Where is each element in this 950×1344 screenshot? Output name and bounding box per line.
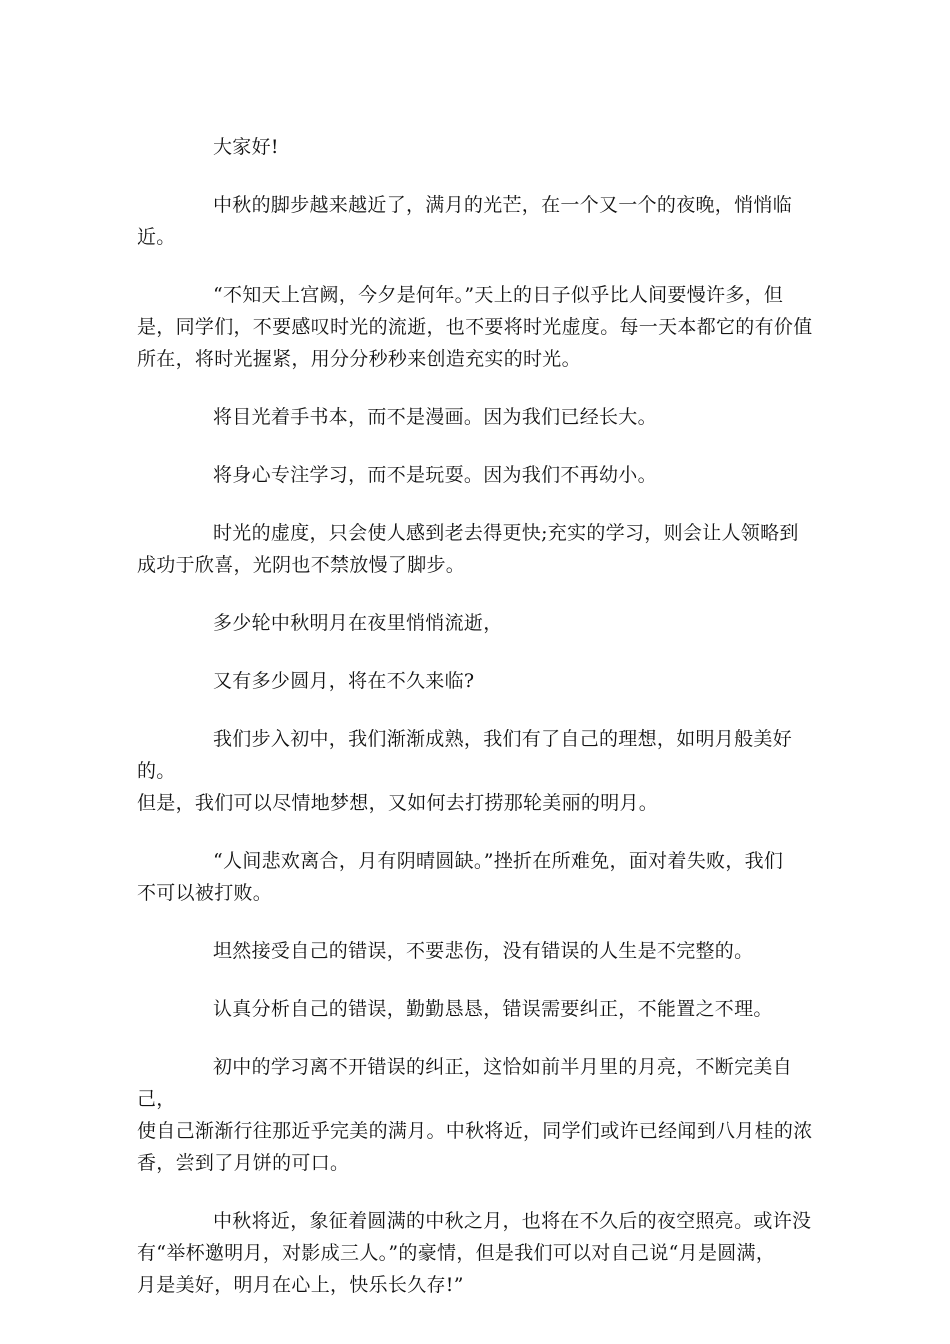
paragraph: “不知天上宫阙，今夕是何年。”天上的日子似乎比人间要慢许多，但 是，同学们，不要感叹时光的流逝，也不要将时光虚度。每一天本都它的有价值 所在，将时光握紧，用分分秒秒来创造充实的时光。 [137, 284, 813, 370]
paragraph: 中秋将近，象征着圆满的中秋之月，也将在不久后的夜空照亮。或许没 有“举杯邀明月，对影成三人。”的豪情，但是我们可以对自己说“月是圆满， 月是美好，明月在心上，快乐长久存!” [137, 1210, 812, 1296]
paragraph: 中秋的脚步越来越近了，满月的光芒，在一个又一个的夜晚，悄悄临近。 [137, 194, 793, 248]
paragraph: 又有多少圆月，将在不久来临? [213, 670, 475, 692]
paragraph: 认真分析自己的错误，勤勤恳恳，错误需要纠正，不能置之不理。 [213, 998, 773, 1020]
paragraph: 将目光着手书本，而不是漫画。因为我们已经长大。 [213, 406, 657, 428]
paragraph: 我们步入初中，我们渐渐成熟，我们有了自己的理想，如明月般美好的。 但是，我们可以尽情地梦想，又如何去打捞那轮美丽的明月。 [137, 728, 793, 814]
paragraph: 初中的学习离不开错误的纠正，这恰如前半月里的月亮，不断完美自己， 使自己渐渐行往那近乎完美的满月。中秋将近，同学们或许已经闻到八月桂的浓 香，尝到了月饼的可口。 [137, 1056, 813, 1174]
paragraph: “人间悲欢离合，月有阴晴圆缺。”挫折在所难免，面对着失败，我们 不可以被打败。 [137, 850, 784, 904]
paragraph: 多少轮中秋明月在夜里悄悄流逝， [213, 612, 503, 634]
paragraph-greeting: 大家好! [213, 136, 279, 158]
paragraph: 时光的虚度，只会使人感到老去得更快;充实的学习，则会让人领略到 成功于欣喜，光阴也不禁放慢了脚步。 [137, 522, 799, 576]
document-body [137, 131, 827, 1327]
paragraph: 坦然接受自己的错误，不要悲伤，没有错误的人生是不完整的。 [213, 940, 754, 962]
paragraph: 将身心专注学习，而不是玩耍。因为我们不再幼小。 [213, 464, 657, 486]
